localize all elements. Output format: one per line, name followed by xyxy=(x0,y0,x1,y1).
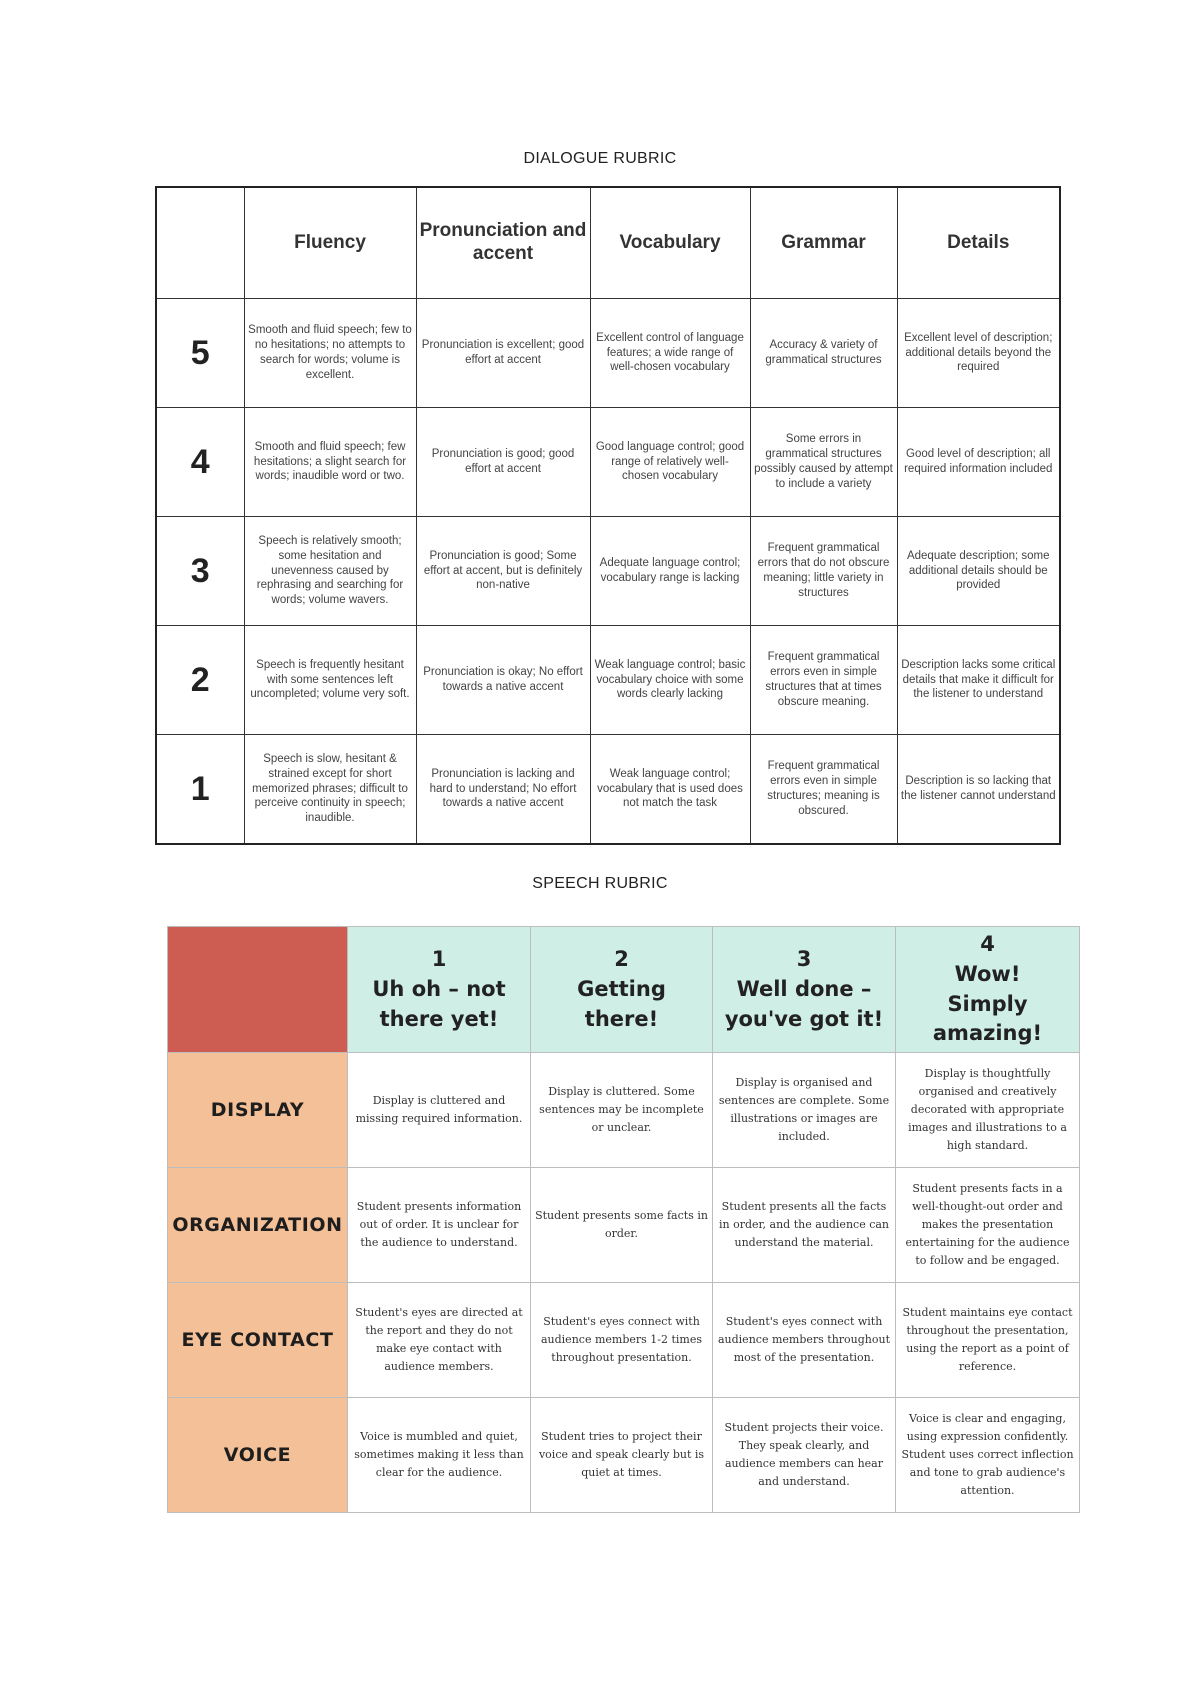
grammar-cell: Frequent grammatical errors even in simple structures that at times obscure meaning. xyxy=(750,626,897,735)
level-number: 3 xyxy=(796,946,812,971)
criteria-cell: Student's eyes connect with audience members throughout most of the presentation. xyxy=(713,1283,896,1398)
pronunciation-cell: Pronunciation is okay; No effort towards a native accent xyxy=(416,626,590,735)
criteria-cell: Display is cluttered and missing required information. xyxy=(348,1053,531,1168)
dialogue-header-details: Details xyxy=(897,187,1060,299)
level-header-4 xyxy=(896,927,1080,1053)
category-cell: ORGANIZATION xyxy=(168,1168,348,1283)
criteria-cell: Voice is clear and engaging, using expression confidently. Student uses correct inflection and tone to grab audience's attention. xyxy=(896,1398,1080,1513)
speech-rubric-title: SPEECH RUBRIC xyxy=(532,875,668,892)
level-header-3 xyxy=(713,927,896,1053)
vocabulary-cell: Weak language control; basic vocabulary choice with some words clearly lacking xyxy=(590,626,750,735)
fluency-cell: Speech is frequently hesitant with some sentences left uncompleted; volume very soft. xyxy=(244,626,416,735)
dialogue-row-score-5 xyxy=(156,299,1060,408)
dialogue-header-grammar: Grammar xyxy=(750,187,897,299)
score-cell: 4 xyxy=(156,408,244,517)
score-cell: 5 xyxy=(156,299,244,408)
criteria-cell: Display is thoughtfully organised and creatively decorated with appropriate images and illustrations to a high standard. xyxy=(896,1053,1080,1168)
dialogue-rubric-title: DIALOGUE RUBRIC xyxy=(523,150,677,167)
level-name: Wow! Simply amazing! xyxy=(932,961,1043,1046)
score-cell: 1 xyxy=(156,735,244,845)
pronunciation-cell: Pronunciation is excellent; good effort at accent xyxy=(416,299,590,408)
fluency-cell: Smooth and fluid speech; few to no hesitations; no attempts to search for words; volume is excellent. xyxy=(244,299,416,408)
criteria-cell: Student presents all the facts in order, and the audience can understand the material. xyxy=(713,1168,896,1283)
criteria-cell: Student presents facts in a well-thought-out order and makes the presentation entertaining for the audience to follow and be engaged. xyxy=(896,1168,1080,1283)
dialogue-header-pronunciation: Pronunciation and accent xyxy=(416,187,590,299)
criteria-cell: Student's eyes are directed at the report and they do not make eye contact with audience members. xyxy=(348,1283,531,1398)
vocabulary-cell: Excellent control of language features; a wide range of well-chosen vocabulary xyxy=(590,299,750,408)
grammar-cell: Frequent grammatical errors that do not obscure meaning; little variety in structures xyxy=(750,517,897,626)
dialogue-header-fluency: Fluency xyxy=(244,187,416,299)
dialogue-rubric-table xyxy=(155,186,1061,845)
score-cell: 3 xyxy=(156,517,244,626)
speech-corner-cell xyxy=(168,927,348,1053)
pronunciation-cell: Pronunciation is lacking and hard to understand; No effort towards a native accent xyxy=(416,735,590,845)
grammar-cell: Some errors in grammatical structures possibly caused by attempt to include a variety xyxy=(750,408,897,517)
speech-rubric-table xyxy=(167,926,1080,1513)
level-name: Uh oh – not there yet! xyxy=(372,976,506,1031)
vocabulary-cell: Weak language control; vocabulary that is used does not match the task xyxy=(590,735,750,845)
category-cell: VOICE xyxy=(168,1398,348,1513)
level-header-1 xyxy=(348,927,531,1053)
pronunciation-cell: Pronunciation is good; Some effort at accent, but is definitely non-native xyxy=(416,517,590,626)
speech-row-display xyxy=(168,1053,1080,1168)
dialogue-header-vocabulary: Vocabulary xyxy=(590,187,750,299)
grammar-cell: Accuracy & variety of grammatical structures xyxy=(750,299,897,408)
level-name: Well done – you've got it! xyxy=(724,976,884,1031)
vocabulary-cell: Adequate language control; vocabulary range is lacking xyxy=(590,517,750,626)
level-number: 2 xyxy=(614,946,629,971)
criteria-cell: Display is cluttered. Some sentences may be incomplete or unclear. xyxy=(531,1053,713,1168)
criteria-cell: Student tries to project their voice and speak clearly but is quiet at times. xyxy=(531,1398,713,1513)
fluency-cell: Smooth and fluid speech; few hesitations; a slight search for words; inaudible word or two. xyxy=(244,408,416,517)
criteria-cell: Student maintains eye contact throughout the presentation, using the report as a point of reference. xyxy=(896,1283,1080,1398)
dialogue-row-score-3 xyxy=(156,517,1060,626)
criteria-cell: Voice is mumbled and quiet, sometimes making it less than clear for the audience. xyxy=(348,1398,531,1513)
dialogue-row-score-2 xyxy=(156,626,1060,735)
criteria-cell: Student's eyes connect with audience members 1-2 times throughout presentation. xyxy=(531,1283,713,1398)
speech-header-row xyxy=(168,927,1080,1053)
level-header-2 xyxy=(531,927,713,1053)
level-name: Getting there! xyxy=(577,976,666,1031)
speech-row-eye-contact xyxy=(168,1283,1080,1398)
criteria-cell: Student presents some facts in order. xyxy=(531,1168,713,1283)
category-cell: DISPLAY xyxy=(168,1053,348,1168)
details-cell: Excellent level of description; additional details beyond the required xyxy=(897,299,1060,408)
dialogue-header-row xyxy=(156,187,1060,299)
grammar-cell: Frequent grammatical errors even in simple structures; meaning is obscured. xyxy=(750,735,897,845)
dialogue-row-score-4 xyxy=(156,408,1060,517)
fluency-cell: Speech is slow, hesitant & strained except for short memorized phrases; difficult to perceive continuity in speech; inaudible. xyxy=(244,735,416,845)
pronunciation-cell: Pronunciation is good; good effort at accent xyxy=(416,408,590,517)
details-cell: Good level of description; all required information included xyxy=(897,408,1060,517)
level-number: 1 xyxy=(431,946,447,971)
dialogue-row-score-1 xyxy=(156,735,1060,845)
criteria-cell: Student projects their voice. They speak clearly, and audience members can hear and understand. xyxy=(713,1398,896,1513)
dialogue-corner-cell xyxy=(156,187,244,299)
fluency-cell: Speech is relatively smooth; some hesitation and unevenness caused by rephrasing and searching for words; volume wavers. xyxy=(244,517,416,626)
details-cell: Adequate description; some additional details should be provided xyxy=(897,517,1060,626)
category-cell: EYE CONTACT xyxy=(168,1283,348,1398)
level-number: 4 xyxy=(980,932,995,956)
speech-row-organization xyxy=(168,1168,1080,1283)
speech-row-voice xyxy=(168,1398,1080,1513)
criteria-cell: Display is organised and sentences are complete. Some illustrations or images are included. xyxy=(713,1053,896,1168)
details-cell: Description lacks some critical details that make it difficult for the listener to understand xyxy=(897,626,1060,735)
details-cell: Description is so lacking that the listener cannot understand xyxy=(897,735,1060,845)
criteria-cell: Student presents information out of order. It is unclear for the audience to understand. xyxy=(348,1168,531,1283)
score-cell: 2 xyxy=(156,626,244,735)
vocabulary-cell: Good language control; good range of relatively well-chosen vocabulary xyxy=(590,408,750,517)
